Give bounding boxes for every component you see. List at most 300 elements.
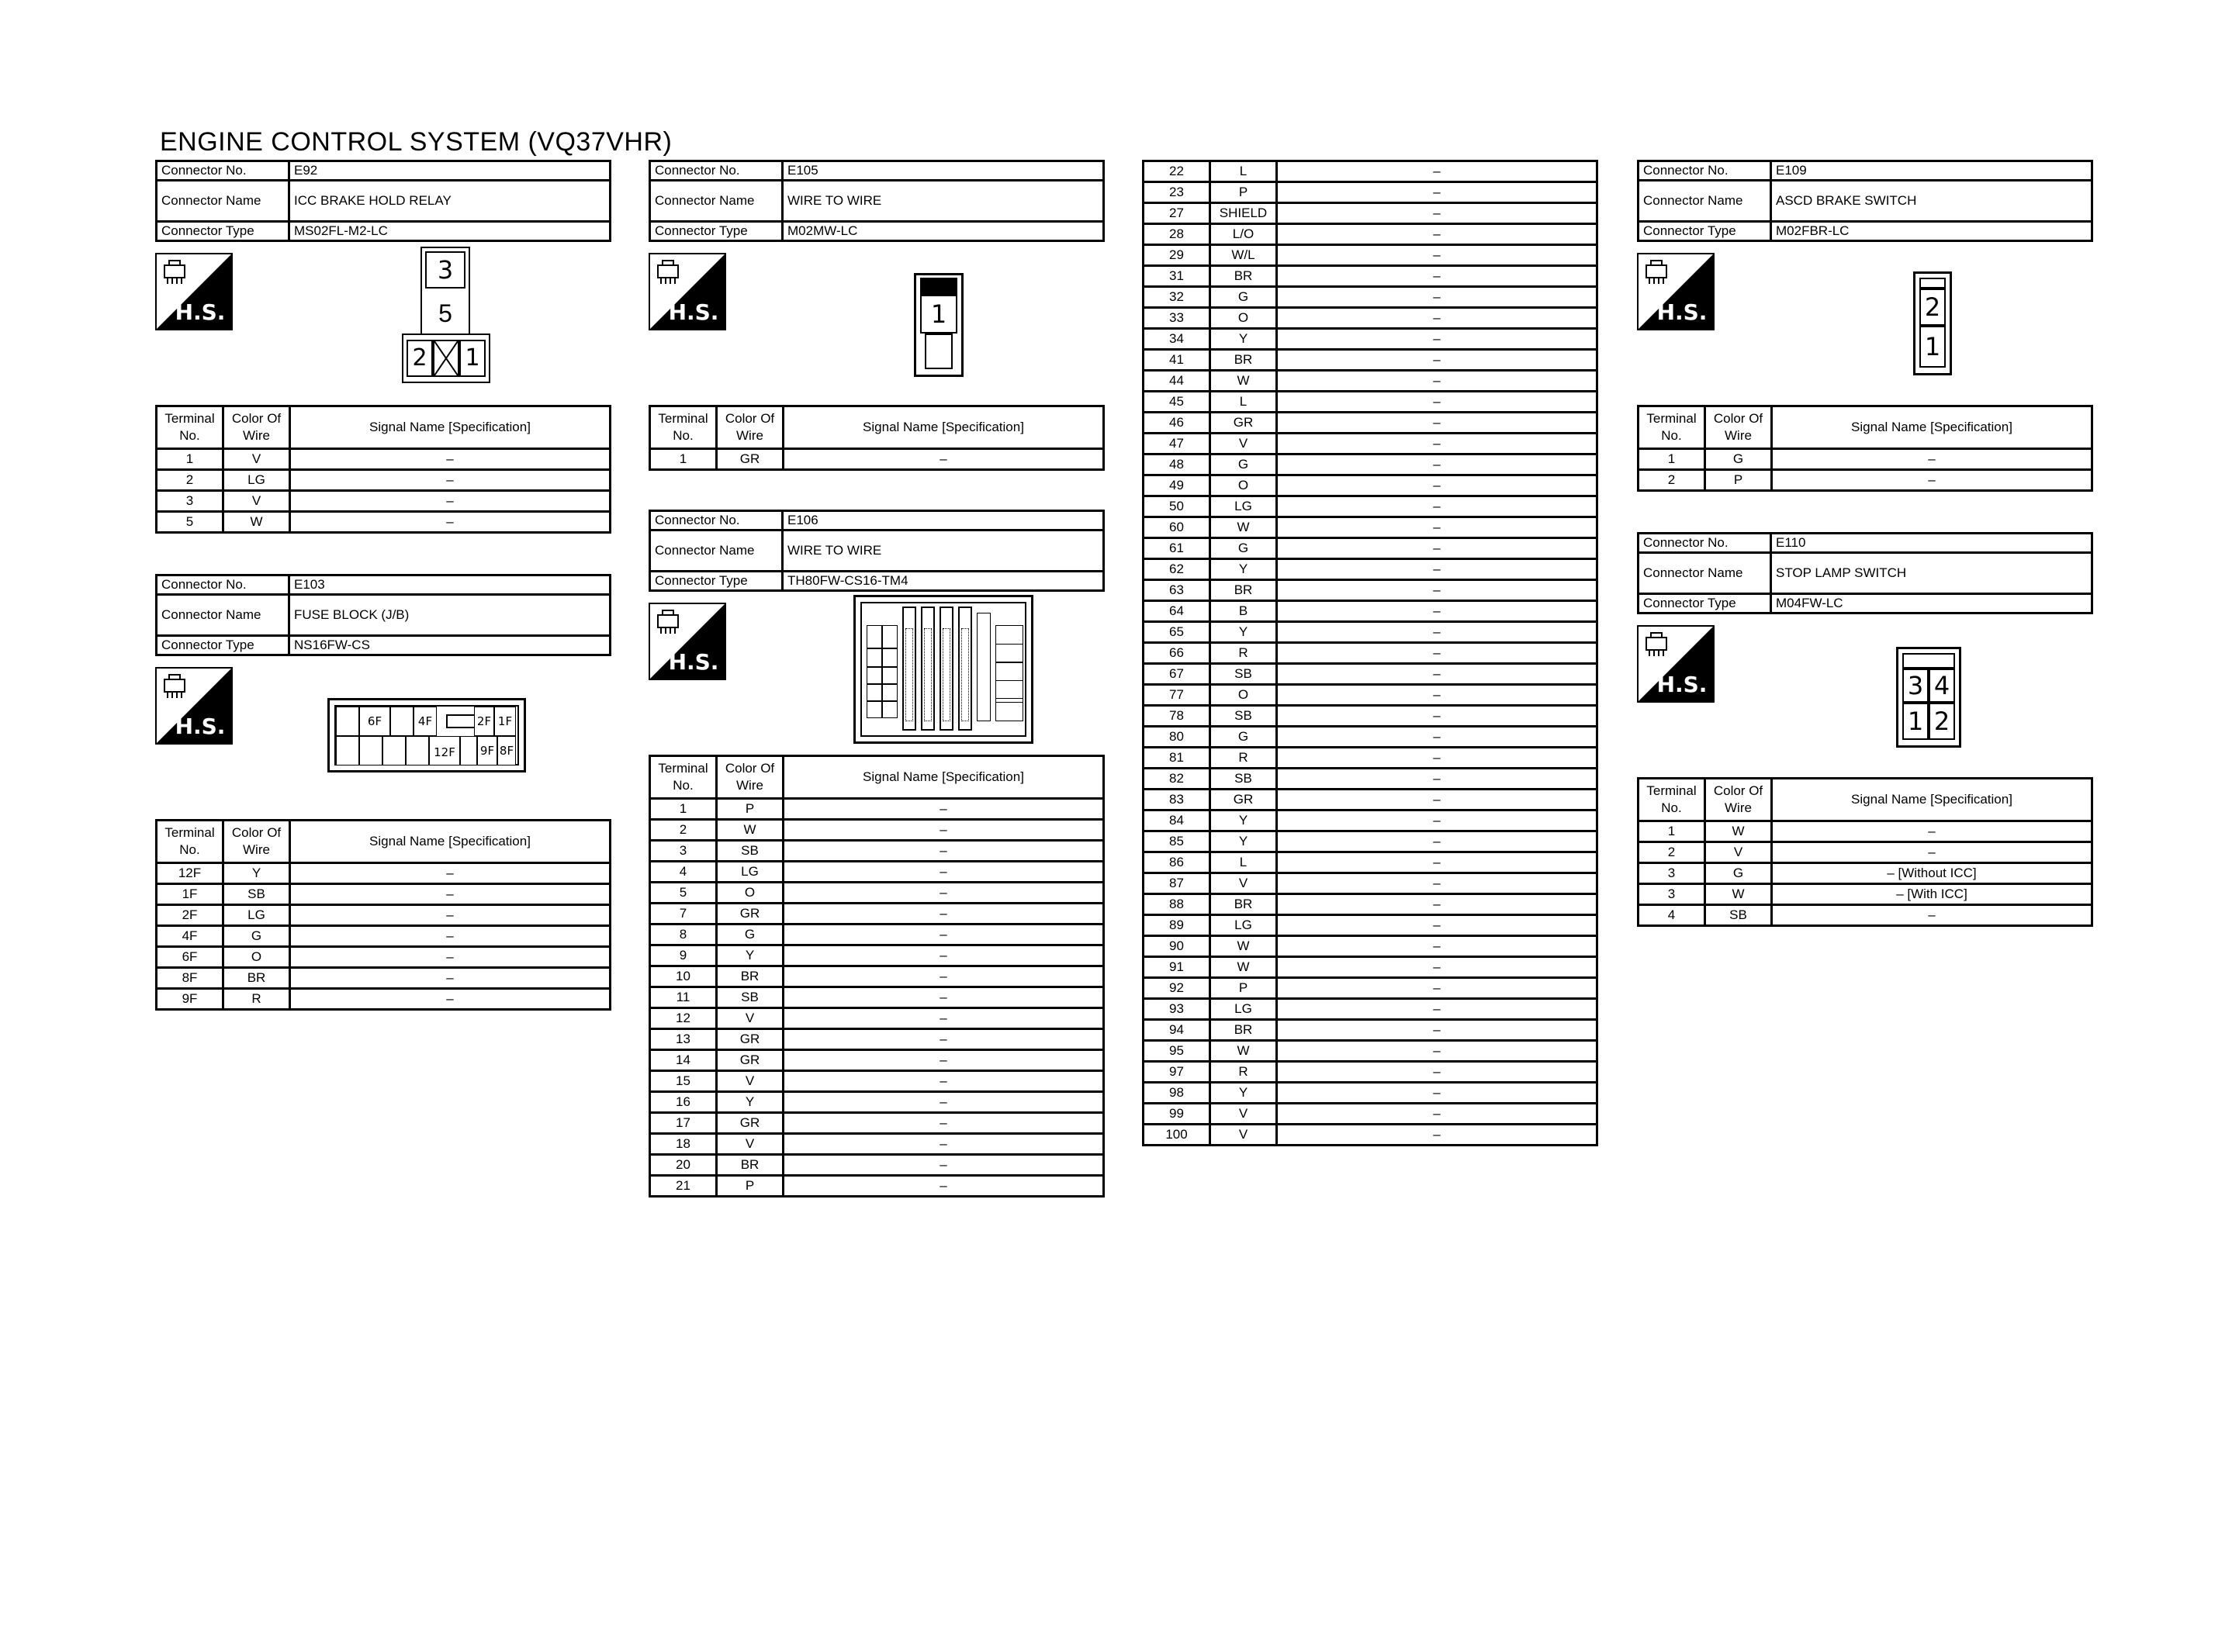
- pin-1: 1: [1902, 703, 1929, 740]
- wire-color-cell: G: [1705, 863, 1772, 884]
- terminal-row: [1144, 182, 1597, 203]
- terminal-no-cell: 23: [1144, 182, 1210, 203]
- signal-name-cell: –: [784, 1029, 1104, 1050]
- terminal-no-cell: 99: [1144, 1104, 1210, 1125]
- terminal-row: [650, 820, 1104, 841]
- connector-type-value: M04FW-LC: [1771, 594, 2092, 613]
- wire-color-cell: O: [1210, 685, 1277, 706]
- signal-name-cell: –: [784, 862, 1104, 883]
- connector-type-label: Connector Type: [650, 222, 783, 241]
- wire-color-cell: W: [1705, 884, 1772, 905]
- terminal-no-cell: 45: [1144, 392, 1210, 413]
- signal-name-cell: –: [1277, 287, 1597, 308]
- signal-name-cell: –: [1277, 434, 1597, 454]
- wire-color-cell: BR: [1210, 350, 1277, 371]
- signal-name-cell: –: [1277, 727, 1597, 748]
- wire-color-cell: O: [1210, 308, 1277, 329]
- terminal-no-cell: 6F: [157, 947, 223, 968]
- connector-name-value: FUSE BLOCK (J/B): [289, 595, 611, 636]
- terminal-no-cell: 63: [1144, 580, 1210, 601]
- terminal-no-cell: 67: [1144, 664, 1210, 685]
- terminal-row: [1144, 936, 1597, 957]
- signal-name-header: Signal Name [Specification]: [784, 406, 1104, 449]
- connector-name-value: STOP LAMP SWITCH: [1771, 553, 2092, 594]
- signal-name-cell: –: [784, 1113, 1104, 1134]
- wire-color-cell: SHIELD: [1210, 203, 1277, 224]
- connector-name-value: WIRE TO WIRE: [783, 531, 1104, 572]
- terminal-no-header: Terminal No.: [1639, 779, 1705, 821]
- pin-blank: [433, 340, 459, 377]
- terminal-row: [1144, 706, 1597, 727]
- terminal-no-cell: 14: [650, 1050, 717, 1071]
- wire-color-cell: V: [1705, 842, 1772, 863]
- wire-color-cell: W: [1705, 821, 1772, 842]
- signal-name-cell: –: [784, 1071, 1104, 1092]
- wire-color-cell: Y: [717, 945, 784, 966]
- terminal-row: [1639, 821, 2092, 842]
- pin-1: 1: [1919, 326, 1946, 368]
- connector-name-label: Connector Name: [157, 181, 289, 222]
- terminal-row: [157, 968, 611, 989]
- terminal-no-cell: 3: [650, 841, 717, 862]
- terminal-no-cell: 13: [650, 1029, 717, 1050]
- terminal-no-cell: 1: [157, 449, 223, 470]
- harness-side-icon: [649, 603, 726, 680]
- terminal-row: [1144, 434, 1597, 454]
- signal-name-cell: –: [290, 512, 611, 533]
- signal-name-cell: –: [1277, 664, 1597, 685]
- terminal-no-cell: 33: [1144, 308, 1210, 329]
- wire-color-cell: L: [1210, 161, 1277, 182]
- signal-name-cell: –: [1772, 449, 2092, 470]
- terminal-no-cell: 4: [1639, 905, 1705, 926]
- terminal-no-cell: 95: [1144, 1041, 1210, 1062]
- terminal-no-cell: 87: [1144, 873, 1210, 894]
- connector-name-value: WIRE TO WIRE: [783, 181, 1104, 222]
- terminal-table-e105: [649, 405, 1105, 471]
- wire-color-cell: L/O: [1210, 224, 1277, 245]
- color-of-wire-header: Color Of Wire: [223, 821, 290, 863]
- terminal-no-cell: 49: [1144, 475, 1210, 496]
- terminal-row: [1144, 496, 1597, 517]
- connector-type-value: NS16FW-CS: [289, 636, 611, 655]
- terminal-row: [1144, 224, 1597, 245]
- signal-name-cell: –: [290, 905, 611, 926]
- terminal-row: [157, 491, 611, 512]
- pin-2: 2: [1919, 289, 1946, 326]
- terminal-row: [1144, 392, 1597, 413]
- pin-5: 5: [438, 299, 452, 327]
- terminal-row: [1144, 308, 1597, 329]
- terminal-no-cell: 80: [1144, 727, 1210, 748]
- terminal-row: [1639, 842, 2092, 863]
- wire-color-cell: LG: [1210, 915, 1277, 936]
- terminal-row: [1144, 454, 1597, 475]
- terminal-no-cell: 88: [1144, 894, 1210, 915]
- terminal-row: [650, 1050, 1104, 1071]
- harness-side-icon: [649, 253, 726, 330]
- terminal-no-header: Terminal No.: [157, 406, 223, 449]
- wire-color-cell: Y: [1210, 1083, 1277, 1104]
- terminal-row: [1144, 957, 1597, 978]
- signal-name-cell: –: [290, 989, 611, 1010]
- terminal-no-cell: 1: [650, 449, 717, 470]
- terminal-no-cell: 3: [1639, 884, 1705, 905]
- connector-type-label: Connector Type: [1639, 222, 1771, 241]
- signal-name-cell: –: [290, 968, 611, 989]
- terminal-row: [1639, 449, 2092, 470]
- signal-name-cell: – [Without ICC]: [1772, 863, 2092, 884]
- terminal-no-cell: 48: [1144, 454, 1210, 475]
- terminal-no-cell: 77: [1144, 685, 1210, 706]
- signal-name-cell: –: [1277, 538, 1597, 559]
- connector-type-value: MS02FL-M2-LC: [289, 222, 611, 241]
- signal-name-cell: –: [1277, 601, 1597, 622]
- signal-name-cell: –: [1277, 1083, 1597, 1104]
- wire-color-cell: O: [1210, 475, 1277, 496]
- connector-no-value: E92: [289, 161, 611, 181]
- terminal-no-cell: 1: [1639, 821, 1705, 842]
- signal-name-cell: –: [1277, 161, 1597, 182]
- hs-label: H.S.: [1656, 299, 1708, 325]
- signal-name-cell: –: [784, 1155, 1104, 1176]
- wire-color-cell: Y: [717, 1092, 784, 1113]
- signal-name-cell: –: [784, 820, 1104, 841]
- wire-color-cell: G: [1210, 454, 1277, 475]
- harness-side-icon: [155, 253, 233, 330]
- connector-info-e110: [1637, 532, 2093, 614]
- terminal-row: [1144, 1125, 1597, 1146]
- terminal-table-e106: [649, 755, 1105, 1198]
- terminal-no-cell: 2F: [157, 905, 223, 926]
- terminal-no-cell: 84: [1144, 810, 1210, 831]
- hs-label: H.S.: [668, 299, 719, 325]
- column-1: [155, 160, 611, 1011]
- terminal-no-cell: 2: [1639, 842, 1705, 863]
- wire-color-cell: P: [717, 799, 784, 820]
- wire-color-cell: P: [1210, 978, 1277, 999]
- pin-3: 3: [425, 251, 465, 289]
- terminal-no-cell: 3: [1639, 863, 1705, 884]
- terminal-no-cell: 86: [1144, 852, 1210, 873]
- wire-color-cell: V: [1210, 873, 1277, 894]
- terminal-row: [1144, 769, 1597, 790]
- signal-name-cell: –: [1277, 1125, 1597, 1146]
- signal-name-cell: –: [1772, 470, 2092, 491]
- pin-4f: 4F: [414, 707, 437, 736]
- wire-color-cell: SB: [1210, 664, 1277, 685]
- terminal-no-cell: 11: [650, 987, 717, 1008]
- terminal-no-cell: 9F: [157, 989, 223, 1010]
- signal-name-cell: –: [1277, 831, 1597, 852]
- wire-color-cell: W: [1210, 957, 1277, 978]
- signal-name-cell: –: [784, 945, 1104, 966]
- terminal-row: [1144, 538, 1597, 559]
- signal-name-cell: –: [290, 926, 611, 947]
- terminal-row: [1144, 852, 1597, 873]
- terminal-no-cell: 93: [1144, 999, 1210, 1020]
- connector-name-label: Connector Name: [157, 595, 289, 636]
- terminal-row: [1639, 884, 2092, 905]
- signal-name-cell: –: [1277, 873, 1597, 894]
- harness-side-icon: [1637, 625, 1715, 703]
- terminal-row: [1144, 580, 1597, 601]
- terminal-table-e110: [1637, 777, 2093, 927]
- terminal-row: [157, 863, 611, 884]
- signal-name-cell: –: [290, 491, 611, 512]
- terminal-no-cell: 78: [1144, 706, 1210, 727]
- wire-color-cell: V: [223, 449, 290, 470]
- wire-color-cell: O: [223, 947, 290, 968]
- terminal-no-header: Terminal No.: [650, 756, 717, 799]
- terminal-no-cell: 2: [1639, 470, 1705, 491]
- wire-color-cell: SB: [1210, 769, 1277, 790]
- wire-color-cell: SB: [717, 841, 784, 862]
- terminal-no-cell: 17: [650, 1113, 717, 1134]
- wire-color-cell: P: [717, 1176, 784, 1197]
- terminal-no-cell: 28: [1144, 224, 1210, 245]
- connector-info-e109: [1637, 160, 2093, 242]
- connector-no-label: Connector No.: [1639, 161, 1771, 181]
- wire-color-cell: B: [1210, 601, 1277, 622]
- terminal-row: [1639, 470, 2092, 491]
- signal-name-cell: –: [1277, 559, 1597, 580]
- terminal-no-cell: 92: [1144, 978, 1210, 999]
- signal-name-cell: –: [1277, 978, 1597, 999]
- hs-label: H.S.: [1656, 672, 1708, 697]
- terminal-row: [650, 966, 1104, 987]
- connector-info-e92: [155, 160, 611, 242]
- wire-color-cell: W: [223, 512, 290, 533]
- terminal-no-cell: 7: [650, 904, 717, 924]
- connector-e109: [1637, 160, 2093, 492]
- pin-2f: 2F: [474, 707, 494, 736]
- terminal-no-cell: 90: [1144, 936, 1210, 957]
- terminal-no-cell: 32: [1144, 287, 1210, 308]
- terminal-row: [650, 1134, 1104, 1155]
- wire-color-cell: R: [1210, 1062, 1277, 1083]
- terminal-row: [157, 947, 611, 968]
- connector-face-e103: [327, 698, 526, 772]
- signal-name-cell: –: [1277, 706, 1597, 727]
- connector-face-e105: [914, 273, 964, 377]
- terminal-row: [157, 905, 611, 926]
- connector-e105: [649, 160, 1105, 471]
- signal-name-header: Signal Name [Specification]: [784, 756, 1104, 799]
- hs-label: H.S.: [175, 299, 226, 325]
- terminal-table-e106-continued: [1142, 160, 1598, 1146]
- signal-name-cell: –: [784, 1134, 1104, 1155]
- terminal-no-cell: 12: [650, 1008, 717, 1029]
- terminal-no-cell: 27: [1144, 203, 1210, 224]
- wire-color-cell: W: [1210, 517, 1277, 538]
- signal-name-cell: –: [1277, 308, 1597, 329]
- terminal-no-cell: 81: [1144, 748, 1210, 769]
- signal-name-cell: –: [1277, 894, 1597, 915]
- terminal-row: [1639, 905, 2092, 926]
- signal-name-cell: –: [1277, 622, 1597, 643]
- terminal-row: [1144, 203, 1597, 224]
- terminal-table-e92: [155, 405, 611, 534]
- terminal-no-cell: 94: [1144, 1020, 1210, 1041]
- connector-type-label: Connector Type: [157, 222, 289, 241]
- terminal-row: [1144, 999, 1597, 1020]
- signal-name-cell: –: [1277, 748, 1597, 769]
- wire-color-cell: W: [1210, 936, 1277, 957]
- terminal-row: [1144, 664, 1597, 685]
- wire-color-cell: O: [717, 883, 784, 904]
- pin-1: 1: [459, 340, 486, 377]
- terminal-row: [650, 1008, 1104, 1029]
- connector-e110: [1637, 532, 2093, 927]
- terminal-row: [157, 989, 611, 1010]
- signal-name-cell: –: [1277, 517, 1597, 538]
- terminal-row: [1144, 873, 1597, 894]
- terminal-row: [1144, 287, 1597, 308]
- wire-color-cell: BR: [223, 968, 290, 989]
- terminal-row: [650, 799, 1104, 820]
- terminal-row: [1144, 790, 1597, 810]
- signal-name-cell: –: [1277, 1104, 1597, 1125]
- signal-name-cell: –: [784, 904, 1104, 924]
- terminal-row: [650, 987, 1104, 1008]
- terminal-row: [1144, 1020, 1597, 1041]
- color-of-wire-header: Color Of Wire: [717, 756, 784, 799]
- wire-color-cell: V: [1210, 1125, 1277, 1146]
- pin-2: 2: [1929, 703, 1955, 740]
- terminal-table-e109: [1637, 405, 2093, 492]
- signal-name-cell: –: [784, 883, 1104, 904]
- terminal-no-cell: 85: [1144, 831, 1210, 852]
- terminal-row: [650, 1092, 1104, 1113]
- signal-name-cell: –: [784, 799, 1104, 820]
- wire-color-cell: GR: [717, 449, 784, 470]
- signal-name-cell: –: [290, 863, 611, 884]
- wire-color-cell: GR: [717, 1050, 784, 1071]
- terminal-no-cell: 4: [650, 862, 717, 883]
- terminal-no-cell: 66: [1144, 643, 1210, 664]
- wire-color-cell: BR: [717, 966, 784, 987]
- terminal-row: [1144, 329, 1597, 350]
- signal-name-cell: –: [1277, 769, 1597, 790]
- terminal-no-cell: 3: [157, 491, 223, 512]
- wire-color-cell: LG: [223, 470, 290, 491]
- terminal-row: [1639, 863, 2092, 884]
- wire-color-cell: LG: [1210, 496, 1277, 517]
- wire-color-cell: R: [223, 989, 290, 1010]
- terminal-no-cell: 8F: [157, 968, 223, 989]
- wire-color-cell: R: [1210, 748, 1277, 769]
- terminal-row: [650, 1071, 1104, 1092]
- connector-no-value: E103: [289, 575, 611, 595]
- terminal-row: [157, 512, 611, 533]
- signal-name-cell: –: [784, 449, 1104, 470]
- terminal-no-cell: 1: [650, 799, 717, 820]
- terminal-row: [650, 862, 1104, 883]
- signal-name-cell: –: [1772, 905, 2092, 926]
- terminal-row: [1144, 517, 1597, 538]
- terminal-row: [1144, 894, 1597, 915]
- wire-color-cell: GR: [1210, 790, 1277, 810]
- wire-color-cell: V: [1210, 434, 1277, 454]
- connector-e103: [155, 574, 611, 1011]
- signal-name-cell: –: [1277, 371, 1597, 392]
- terminal-no-cell: 9: [650, 945, 717, 966]
- terminal-no-cell: 18: [650, 1134, 717, 1155]
- signal-name-cell: –: [1277, 790, 1597, 810]
- terminal-no-cell: 15: [650, 1071, 717, 1092]
- wire-color-cell: BR: [717, 1155, 784, 1176]
- pin-6f: 6F: [359, 707, 390, 736]
- signal-name-cell: –: [1277, 329, 1597, 350]
- terminal-no-header: Terminal No.: [157, 821, 223, 863]
- terminal-no-cell: 31: [1144, 266, 1210, 287]
- connector-info-e103: [155, 574, 611, 656]
- connector-name-label: Connector Name: [1639, 181, 1771, 222]
- wire-color-cell: GR: [1210, 413, 1277, 434]
- connector-type-label: Connector Type: [157, 636, 289, 655]
- wire-color-cell: Y: [223, 863, 290, 884]
- terminal-no-cell: 50: [1144, 496, 1210, 517]
- terminal-row: [650, 1176, 1104, 1197]
- wire-color-cell: GR: [717, 904, 784, 924]
- terminal-no-cell: 2: [157, 470, 223, 491]
- terminal-row: [1144, 685, 1597, 706]
- column-2: [649, 160, 1105, 1198]
- terminal-no-cell: 61: [1144, 538, 1210, 559]
- wire-color-cell: SB: [223, 884, 290, 905]
- signal-name-cell: –: [1277, 203, 1597, 224]
- pin-12f: 12F: [429, 736, 460, 766]
- terminal-row: [1144, 559, 1597, 580]
- terminal-row: [157, 926, 611, 947]
- signal-name-cell: –: [1277, 957, 1597, 978]
- wire-color-cell: P: [1210, 182, 1277, 203]
- color-of-wire-header: Color Of Wire: [717, 406, 784, 449]
- hs-label: H.S.: [668, 649, 719, 675]
- wire-color-cell: LG: [717, 862, 784, 883]
- wire-color-cell: W: [717, 820, 784, 841]
- wire-color-cell: L: [1210, 392, 1277, 413]
- terminal-no-cell: 65: [1144, 622, 1210, 643]
- connector-type-label: Connector Type: [1639, 594, 1771, 613]
- terminal-row: [1144, 413, 1597, 434]
- terminal-row: [650, 904, 1104, 924]
- wire-color-cell: G: [1210, 727, 1277, 748]
- wire-color-cell: LG: [1210, 999, 1277, 1020]
- pin-8f: 8F: [497, 736, 516, 766]
- signal-name-cell: –: [784, 1050, 1104, 1071]
- connector-e92: [155, 160, 611, 534]
- wire-color-cell: P: [1705, 470, 1772, 491]
- wire-color-cell: R: [1210, 643, 1277, 664]
- signal-name-cell: –: [1277, 224, 1597, 245]
- signal-name-cell: –: [1277, 1020, 1597, 1041]
- terminal-row: [650, 1029, 1104, 1050]
- terminal-no-cell: 5: [650, 883, 717, 904]
- terminal-row: [650, 841, 1104, 862]
- terminal-row: [1144, 1041, 1597, 1062]
- terminal-no-cell: 34: [1144, 329, 1210, 350]
- connector-type-value: M02MW-LC: [783, 222, 1104, 241]
- signal-name-cell: –: [290, 449, 611, 470]
- terminal-row: [157, 884, 611, 905]
- signal-name-cell: –: [1277, 350, 1597, 371]
- terminal-row: [1144, 266, 1597, 287]
- terminal-row: [650, 449, 1104, 470]
- signal-name-cell: –: [1277, 475, 1597, 496]
- wire-color-cell: BR: [1210, 580, 1277, 601]
